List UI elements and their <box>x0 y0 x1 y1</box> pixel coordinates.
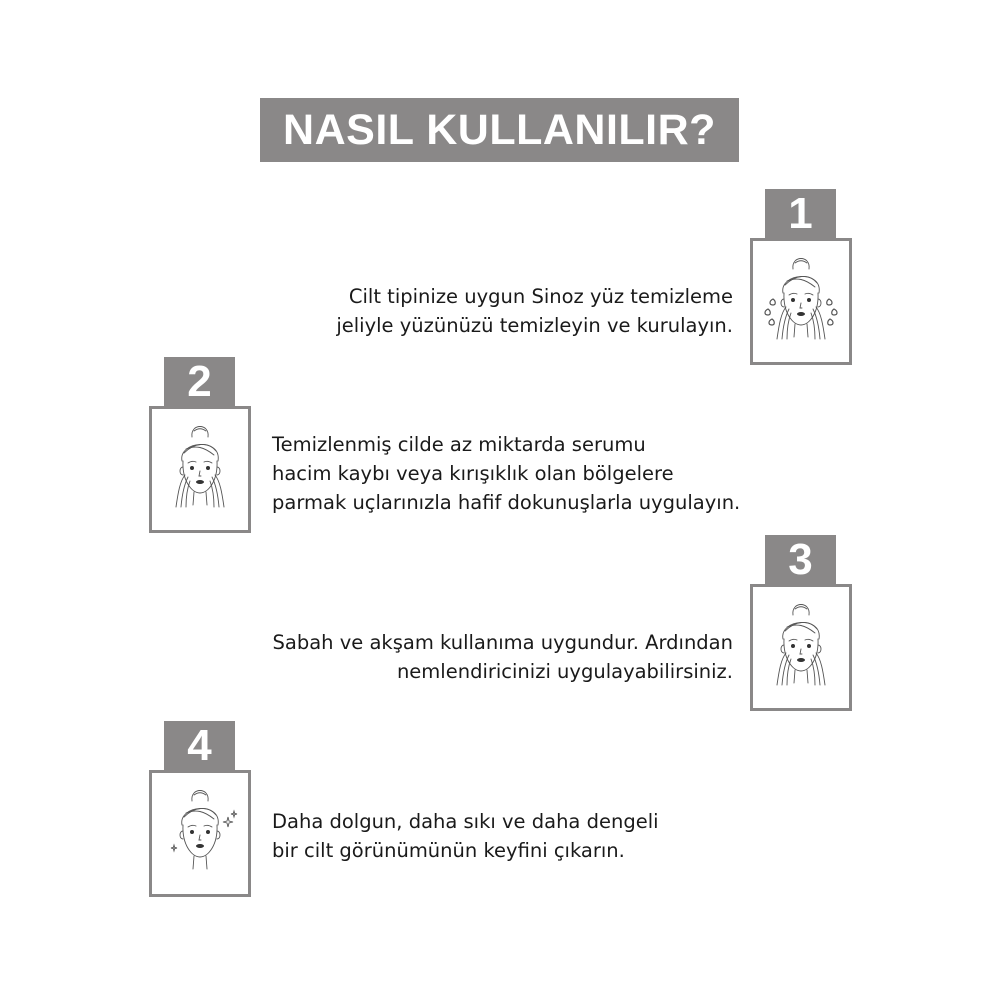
step-number-badge <box>765 535 836 585</box>
face-glowing-icon <box>152 773 248 894</box>
step-2-line-2: hacim kaybı veya kırışıklık olan bölgelere <box>272 462 674 485</box>
step-number-badge <box>164 357 235 407</box>
step-1-line-1: Cilt tipinize uygun Sinoz yüz temizleme <box>348 285 733 308</box>
step-4 <box>149 721 251 897</box>
step-2-description <box>272 430 740 517</box>
step-4-line-2: bir cilt görünümünün keyfini çıkarın. <box>272 839 625 862</box>
step-4-line-1: Daha dolgun, daha sıkı ve daha dengeli <box>272 810 659 833</box>
face-moisturizing-icon <box>753 587 849 708</box>
step-2 <box>149 357 251 533</box>
step-1-line-2: jeliyle yüzünüzü temizleyin ve kurulayın. <box>336 314 733 337</box>
step-1 <box>750 189 852 365</box>
step-4-description <box>272 807 659 865</box>
step-illustration-frame <box>149 770 251 897</box>
title-banner <box>260 98 739 162</box>
step-number: 4 <box>187 721 212 770</box>
step-2-line-3: parmak uçlarınızla hafif dokunuşlarla uygulayın. <box>272 491 741 514</box>
step-2-line-1: Temizlenmiş cilde az miktarda serumu <box>272 433 646 456</box>
step-3-description <box>273 628 733 686</box>
step-3-line-1: Sabah ve akşam kullanıma uygundur. Ardından <box>272 631 733 654</box>
step-number: 1 <box>788 189 813 238</box>
step-3 <box>750 535 852 711</box>
step-number: 2 <box>187 357 212 406</box>
step-1-description <box>336 282 733 340</box>
face-applying-serum-icon <box>152 409 248 530</box>
step-illustration-frame <box>750 238 852 365</box>
step-number-badge <box>164 721 235 771</box>
face-cleansing-icon <box>753 241 849 362</box>
step-illustration-frame <box>149 406 251 533</box>
step-3-line-2: nemlendiricinizi uygulayabilirsiniz. <box>396 660 733 683</box>
step-illustration-frame <box>750 584 852 711</box>
step-number-badge <box>765 189 836 239</box>
step-number: 3 <box>788 535 813 584</box>
page-title: NASIL KULLANILIR? <box>283 105 716 154</box>
